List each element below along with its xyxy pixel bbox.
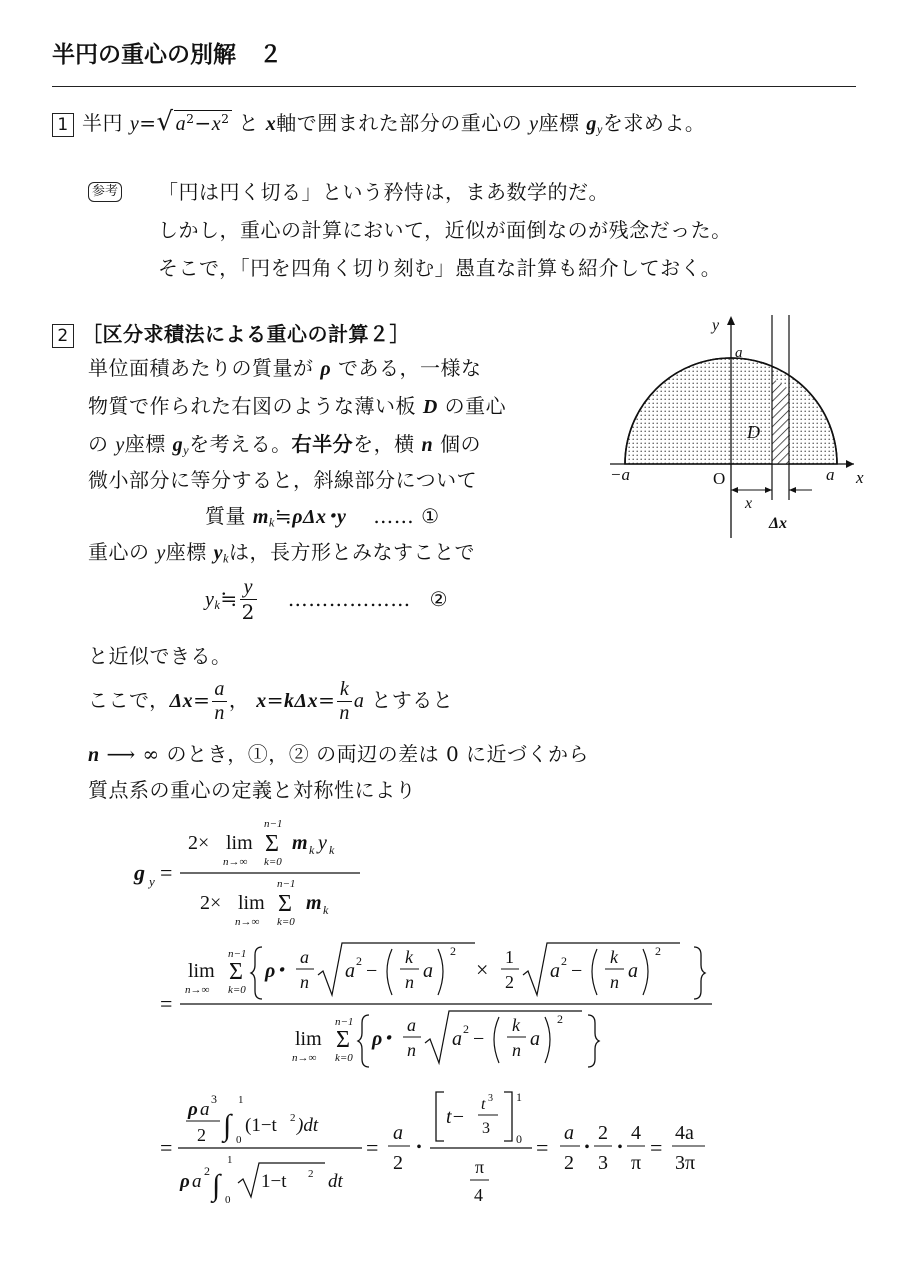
section-number-box: 2 — [52, 324, 74, 348]
semicircle-figure — [600, 310, 870, 545]
svg-text:ρ･: ρ･ — [372, 1028, 393, 1050]
svg-text:4: 4 — [631, 1122, 641, 1144]
svg-text:3: 3 — [482, 1120, 490, 1137]
svg-text:Σ: Σ — [229, 959, 243, 985]
svg-text:k: k — [329, 843, 335, 857]
svg-text:n→∞: n→∞ — [235, 916, 260, 928]
svg-text:n−1: n−1 — [277, 878, 296, 890]
svg-text:2: 2 — [308, 1168, 314, 1180]
svg-text:3π: 3π — [675, 1152, 696, 1174]
svg-text:n→∞: n→∞ — [223, 856, 248, 868]
equation-2: $y_k≒$ $\frac{y}{2}$ ……………… ② — [205, 576, 449, 624]
svg-text:k: k — [309, 843, 315, 857]
svg-text:n−1: n−1 — [335, 1016, 354, 1028]
svg-text:−: − — [473, 1028, 485, 1050]
svg-text:lim: lim — [238, 892, 265, 914]
svg-text:a: a — [423, 960, 433, 982]
svg-text:2: 2 — [564, 1152, 574, 1174]
svg-text:0: 0 — [516, 1132, 522, 1146]
problem-1: 1 半円 y=√ $a^2-x^2$ と x軸で囲まれた部分の重心の y座標 $g_y$を求めよ。 — [52, 107, 705, 138]
sqrt-content: $a^2-x^2$ — [175, 111, 230, 135]
svg-text:a: a — [530, 1028, 540, 1050]
svg-text:k: k — [512, 1015, 520, 1035]
svg-text:4a: 4a — [675, 1122, 694, 1144]
section-2-line-3: の y座標 $g_y$を考える。右半分を，横 n 個の — [88, 432, 481, 458]
svg-text:=: = — [650, 1135, 663, 1160]
svg-text:4: 4 — [474, 1185, 483, 1205]
svg-text:g: g — [134, 860, 145, 885]
formula-row-1 — [133, 818, 360, 928]
svg-text:O: O — [713, 469, 726, 488]
svg-text:y: y — [318, 832, 327, 854]
svg-text:a: a — [393, 1122, 403, 1144]
svg-text:Σ: Σ — [336, 1027, 350, 1053]
svg-text:−a: −a — [610, 465, 630, 484]
svg-text:2: 2 — [290, 1112, 296, 1124]
centroid-formula — [120, 805, 740, 1210]
svg-text:lim: lim — [226, 832, 253, 854]
reference-line: しかし，重心の計算において，近似が面倒なのが残念だった。 — [158, 218, 732, 242]
svg-text:m: m — [292, 832, 308, 854]
svg-text:x: x — [745, 495, 753, 512]
svg-text:dt: dt — [328, 1171, 343, 1192]
section-2-line-2: 物質で作られた右図のような薄い板 D の重心 — [88, 394, 507, 418]
svg-text:k: k — [610, 947, 618, 967]
svg-text:2×: 2× — [200, 892, 222, 914]
svg-text:･: ･ — [582, 1137, 592, 1159]
title-divider — [52, 86, 856, 87]
svg-text:k=0: k=0 — [335, 1052, 353, 1064]
svg-text:t: t — [481, 1096, 486, 1113]
svg-text:×: × — [476, 957, 489, 982]
svg-text:y: y — [712, 317, 720, 334]
svg-text:k=0: k=0 — [277, 916, 295, 928]
svg-text:D: D — [747, 422, 760, 442]
svg-text:3: 3 — [211, 1092, 217, 1106]
svg-text:a: a — [345, 960, 355, 982]
svg-text:a: a — [550, 960, 560, 982]
svg-text:x: x — [856, 468, 864, 487]
section-2-line-7: ここで，Δx= $\frac{a}{n}$ ， x=kΔx= $\frac{k}{n}$ a とすると — [88, 678, 454, 724]
svg-text:2×: 2× — [188, 832, 210, 854]
svg-text:a: a — [628, 960, 638, 982]
svg-text:n→∞: n→∞ — [185, 984, 210, 996]
svg-text:ρ: ρ — [188, 1099, 198, 1120]
hatched-strip — [772, 378, 789, 464]
svg-text:lim: lim — [188, 960, 215, 982]
svg-text:=: = — [366, 1135, 379, 1160]
svg-text:2: 2 — [450, 944, 456, 958]
svg-text:∫: ∫ — [212, 1169, 221, 1202]
sqrt-icon: √ — [156, 107, 174, 137]
section-2-line-5: 重心の y座標 $y_k$は，長方形とみなすことで — [88, 540, 475, 566]
svg-text:=: = — [160, 991, 173, 1016]
reference-tag: 参考 — [88, 180, 122, 202]
svg-text:k=0: k=0 — [264, 856, 282, 868]
svg-text:･: ･ — [414, 1137, 424, 1159]
svg-text:1: 1 — [238, 1094, 244, 1106]
svg-text:n→∞: n→∞ — [292, 1052, 317, 1064]
svg-text:y: y — [149, 874, 155, 889]
svg-text:2: 2 — [655, 944, 661, 958]
svg-text:a: a — [192, 1171, 202, 1192]
problem-number-box: 1 — [52, 113, 74, 137]
svg-text:k: k — [323, 903, 329, 917]
svg-text:2: 2 — [598, 1122, 608, 1144]
svg-text:)dt: )dt — [297, 1115, 319, 1136]
section-2-line-4: 微小部分に等分すると，斜線部分について — [88, 468, 478, 492]
svg-text:(1−t: (1−t — [245, 1115, 277, 1136]
svg-text:−: − — [571, 960, 583, 982]
svg-text:n: n — [610, 972, 619, 992]
svg-text:n: n — [405, 972, 414, 992]
svg-text:a: a — [300, 947, 309, 967]
svg-text:∫: ∫ — [223, 1109, 232, 1142]
svg-text:t−: t− — [446, 1106, 466, 1128]
svg-text:2: 2 — [197, 1125, 206, 1145]
svg-text:2: 2 — [204, 1164, 210, 1178]
svg-text:m: m — [306, 892, 322, 914]
svg-text:n: n — [512, 1040, 521, 1060]
formula-row-2 — [160, 943, 712, 1067]
svg-text:k: k — [405, 947, 413, 967]
page-title: 半円の重心の別解 ２ — [52, 42, 282, 68]
svg-text:Δx: Δx — [769, 515, 788, 532]
svg-text:=: = — [536, 1135, 549, 1160]
svg-text:0: 0 — [225, 1194, 231, 1206]
section-2-line-6: と近似できる。 — [88, 644, 232, 668]
svg-text:n: n — [300, 972, 309, 992]
svg-text:a: a — [200, 1099, 210, 1120]
svg-text:a: a — [407, 1015, 416, 1035]
reference-line: そこで，「円を四角く切り刻む」愚直な計算も紹介しておく。 — [158, 256, 722, 280]
svg-text:=: = — [160, 860, 173, 885]
section-2-line-1: 単位面積あたりの質量が ρ である，一様な — [88, 356, 482, 380]
svg-text:n: n — [407, 1040, 416, 1060]
svg-text:n−1: n−1 — [264, 818, 283, 830]
svg-text:a: a — [564, 1122, 574, 1144]
svg-text:k=0: k=0 — [228, 984, 246, 996]
svg-text:a: a — [826, 465, 835, 484]
svg-text:3: 3 — [488, 1093, 493, 1104]
svg-text:2: 2 — [463, 1022, 469, 1036]
svg-text:3: 3 — [598, 1152, 608, 1174]
svg-text:a: a — [735, 345, 743, 361]
section-2-heading: 2 ［区分求積法による重心の計算２］ — [52, 318, 410, 348]
equation-1: 質量 $m_k≒\rho\Delta x$･y …… ① — [205, 504, 440, 530]
svg-text:lim: lim — [295, 1028, 322, 1050]
formula-row-3 — [160, 1090, 705, 1206]
svg-text:ρ: ρ — [180, 1171, 190, 1192]
svg-text:ρ･: ρ･ — [265, 960, 286, 982]
svg-text:π: π — [631, 1152, 642, 1174]
svg-text:a: a — [452, 1028, 462, 1050]
svg-text:Σ: Σ — [265, 831, 279, 857]
svg-text:−: − — [366, 960, 378, 982]
svg-text:1: 1 — [227, 1154, 233, 1166]
svg-text:1: 1 — [516, 1090, 522, 1104]
reference-line: 「円は円く切る」という矜恃は，まあ数学的だ。 — [158, 180, 609, 204]
section-2-line-9: 質点系の重心の定義と対称性により — [88, 778, 416, 802]
svg-text:2: 2 — [393, 1152, 403, 1174]
svg-text:π: π — [475, 1157, 485, 1177]
svg-text:0: 0 — [236, 1134, 242, 1146]
svg-text:Σ: Σ — [278, 891, 292, 917]
section-2-line-8: n ⟶ ∞ のとき，①，② の両辺の差は 0 に近づくから — [88, 742, 590, 766]
svg-text:2: 2 — [561, 954, 567, 968]
svg-text:=: = — [160, 1135, 173, 1160]
svg-text:･: ･ — [615, 1137, 625, 1159]
svg-text:2: 2 — [505, 972, 514, 992]
svg-text:1−t: 1−t — [261, 1171, 287, 1192]
svg-text:2: 2 — [557, 1012, 563, 1026]
svg-text:2: 2 — [356, 954, 362, 968]
svg-text:1: 1 — [505, 947, 514, 967]
svg-text:n−1: n−1 — [228, 948, 247, 960]
